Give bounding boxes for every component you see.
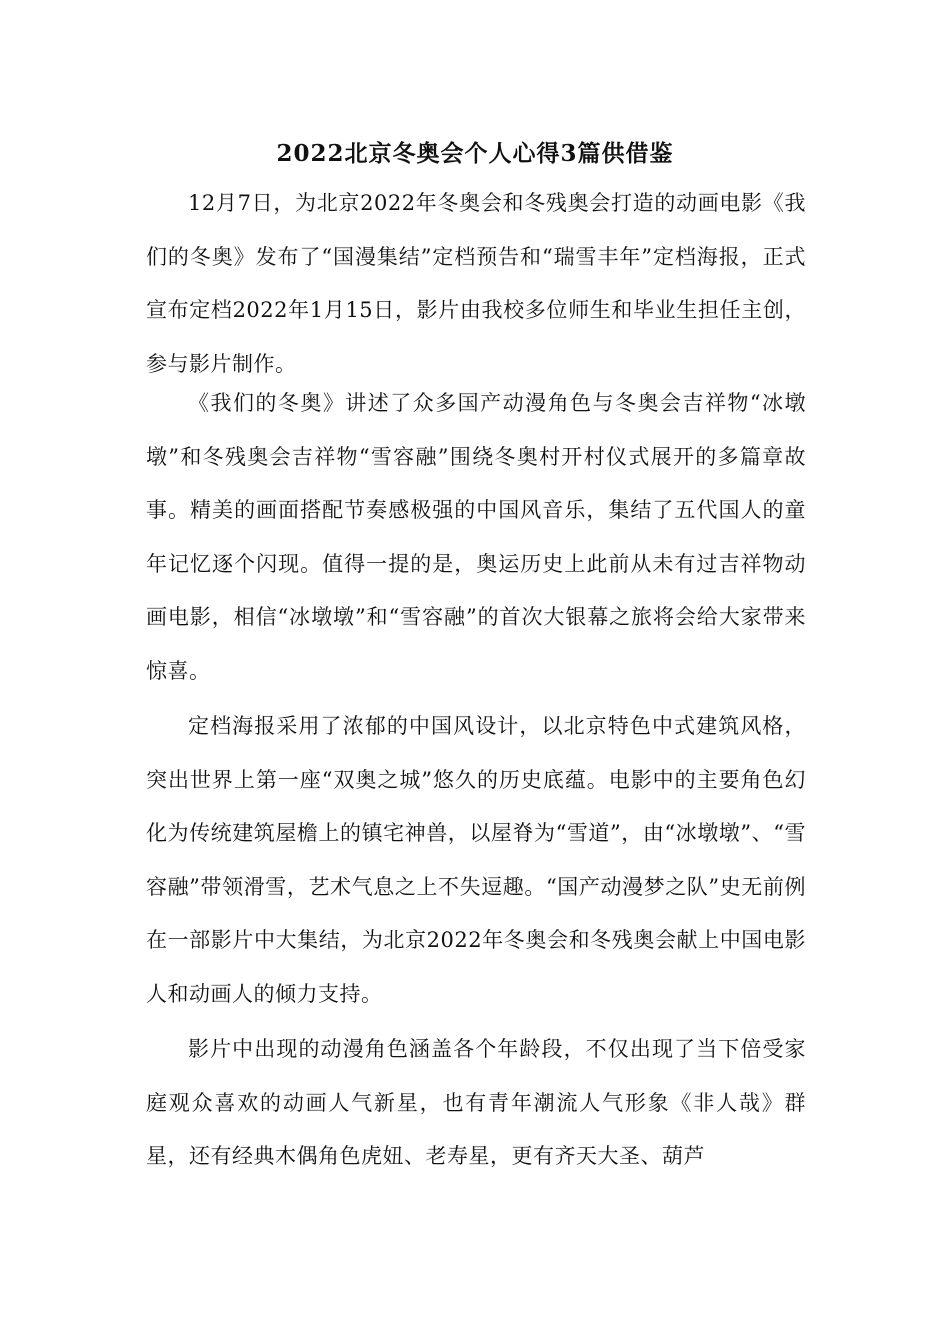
paragraph-poster-design: 定档海报采用了浓郁的中国风设计，以北京特色中式建筑风格，突出世界上第一座“双奥之城”悠久的历史底蕴。电影中的主要角色幻化为传统建筑屋檐上的镇宅神兽，以屋脊为“雪道”，由“冰墩墩”、“雪容融”带领滑雪，艺术气息之上不失逗趣。“国产动漫梦之队”史无前例在一部影片中大集结，为北京2022年冬奥会和冬残奥会献上中国电影人和动画人的倾力支持。 — [146, 714, 806, 1006]
paragraph-release-announcement: 12月7日，为北京2022年冬奥会和冬残奥会打造的动画电影《我们的冬奥》发布了“国漫集结”定档预告和“瑞雪丰年”定档海报，正式宣布定档2022年1月15日，影片由我校多位师生和毕业生担任主创，参与影片制作。 — [146, 191, 806, 376]
document-title: 2022北京冬奥会个人心得3篇供借鉴 — [276, 140, 674, 167]
paragraph-characters: 影片中出现的动漫角色涵盖各个年龄段，不仅出现了当下倍受家庭观众喜欢的动画人气新星，也有青年潮流人气形象《非人哉》群星，还有经典木偶角色虎妞、老寿星，更有齐天大圣、葫芦 — [146, 1037, 806, 1168]
paragraph-film-story: 《我们的冬奥》讲述了众多国产动漫角色与冬奥会吉祥物“冰墩墩”和冬残奥会吉祥物“雪容融”围绕冬奥村开村仪式展开的多篇章故事。精美的画面搭配节奏感极强的中国风音乐，集结了五代国人的童年记忆逐个闪现。值得一提的是，奥运历史上此前从未有过吉祥物动画电影，相信“冰墩墩”和“雪容融”的首次大银幕之旅将会给大家带来惊喜。 — [146, 391, 806, 683]
